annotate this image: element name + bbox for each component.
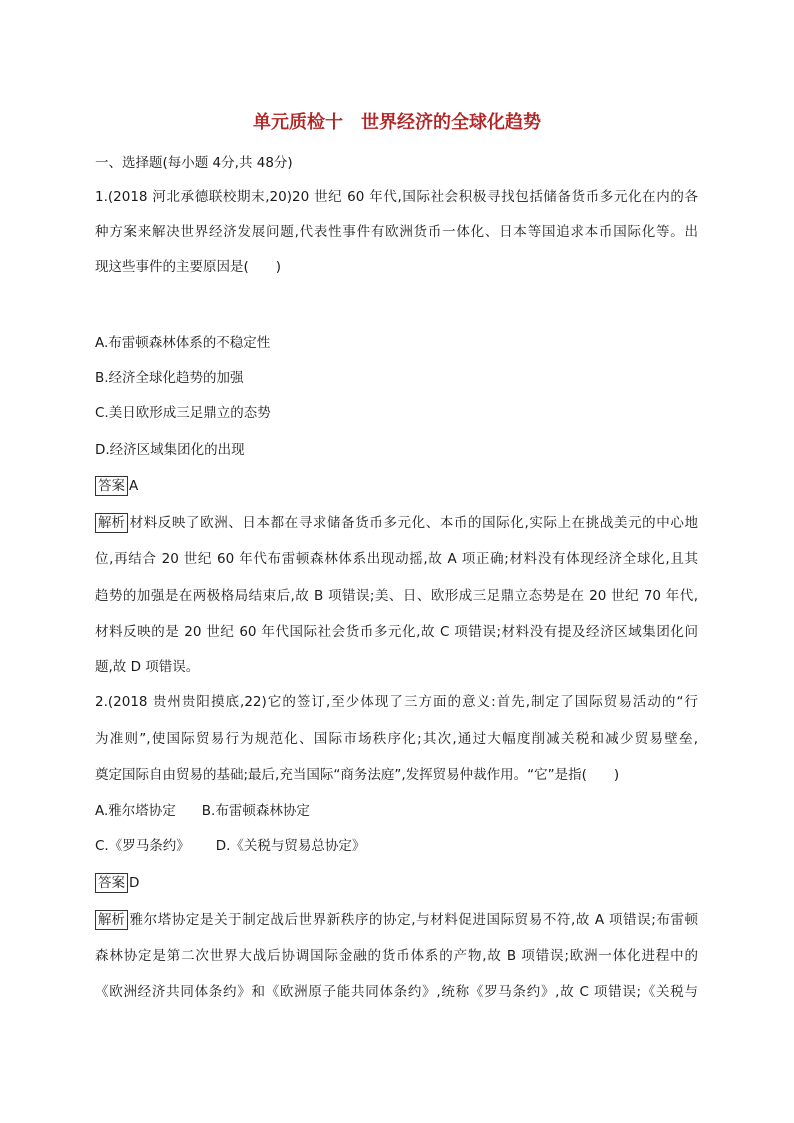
q1-answer-label: 答案 — [95, 476, 128, 496]
q2-analysis-line-1 — [95, 910, 698, 930]
q1-analysis-text-1: 材料反映了欧洲、日本都在寻求储备货币多元化、本币的国际化,实际上在挑战美元的中心地 — [129, 515, 698, 531]
q2-analysis-text-1: 雅尔塔协定是关于制定战后世界新秩序的协定,与材料促进国际贸易不符,故 A 项错误;布雷顿 — [129, 912, 698, 928]
q2-stem-line-3: 奠定国际自由贸易的基础;最后,充当国际“商务法庭”,发挥贸易仲裁作用。“它”是指( ) — [95, 767, 620, 783]
q1-analysis-line-5: 题,故 D 项错误。 — [95, 659, 200, 675]
q2-analysis-line-2: 森林协定是第二次世界大战后协调国际金融的货币体系的产物,故 B 项错误;欧洲一体化进程中的 — [95, 948, 698, 964]
q1-answer-value: A — [129, 478, 139, 494]
q1-option-d: D.经济区域集团化的出现 — [95, 442, 245, 458]
q2-option-c: C.《罗马条约》 — [95, 838, 190, 854]
q1-analysis-line-4: 材料反映的是 20 世纪 60 年代国际社会货币多元化,故 C 项错误;材料没有提及经济区域集团化问 — [95, 624, 698, 640]
q2-stem-line-1: 2.(2018 贵州贵阳摸底,22)它的签订,至少体现了三方面的意义:首先,制定了国际贸易活动的“行 — [95, 694, 698, 710]
q1-option-b: B.经济全球化趋势的加强 — [95, 370, 244, 386]
q2-stem-line-2: 为准则”,使国际贸易行为规范化、国际市场秩序化;其次,通过大幅度削减关税和减少贸易壁垒, — [95, 731, 698, 747]
section-heading: 一、选择题(每小题 4分,共 48分) — [95, 155, 293, 171]
q1-analysis-line-2: 位,再结合 20 世纪 60 年代布雷顿森林体系出现动摇,故 A 项正确;材料没有体现经济全球化,且其 — [95, 551, 698, 567]
q1-stem-line-3: 现这些事件的主要原因是( ) — [95, 259, 282, 275]
q2-answer — [95, 873, 139, 893]
q2-options-row-2 — [95, 836, 365, 856]
q1-analysis-line-1 — [95, 513, 698, 533]
q2-answer-value: D — [129, 875, 140, 891]
q1-option-a: A.布雷顿森林体系的不稳定性 — [95, 335, 271, 351]
q1-stem-line-2: 种方案来解决世界经济发展问题,代表性事件有欧洲货币一体化、日本等国追求本币国际化等。出 — [95, 224, 698, 240]
q2-analysis-label: 解析 — [95, 910, 128, 930]
q2-answer-label: 答案 — [95, 873, 128, 893]
q1-answer — [95, 476, 138, 496]
q1-analysis-label: 解析 — [95, 513, 128, 533]
q1-analysis-line-3: 趋势的加强是在两极格局结束后,故 B 项错误;美、日、欧形成三足鼎立态势是在 20 世纪 70 年代, — [95, 588, 698, 604]
q2-option-d: D.《关税与贸易总协定》 — [215, 838, 366, 854]
q1-stem-line-1: 1.(2018 河北承德联校期末,20)20 世纪 60 年代,国际社会积极寻找包括储备货币多元化在内的各 — [95, 189, 698, 205]
q1-option-c: C.美日欧形成三足鼎立的态势 — [95, 405, 271, 421]
q2-option-b: B.布雷顿森林协定 — [201, 803, 310, 819]
page-title: 单元质检十 世界经济的全球化趋势 — [253, 112, 541, 133]
q2-analysis-line-3: 《欧洲经济共同体条约》和《欧洲原子能共同体条约》,统称《罗马条约》,故 C 项错误;《关税与 — [95, 984, 698, 1000]
q2-options-row-1 — [95, 801, 310, 821]
q2-option-a: A.雅尔塔协定 — [95, 803, 176, 819]
